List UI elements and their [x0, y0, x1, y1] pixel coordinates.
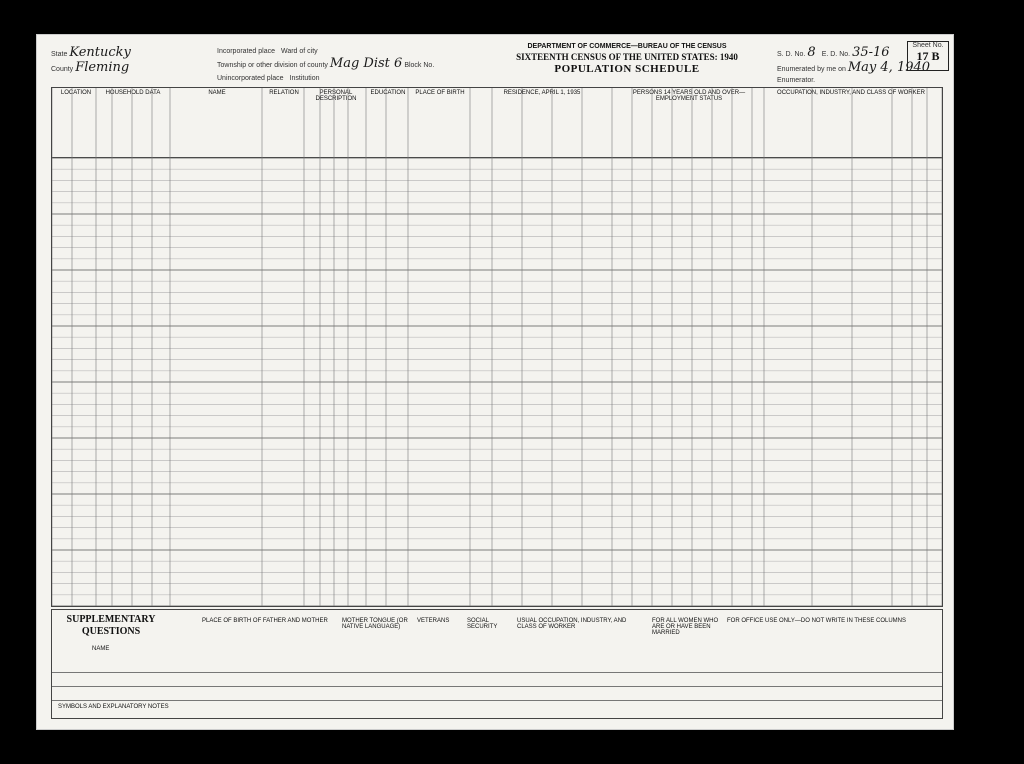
- county-value: Fleming: [75, 60, 130, 75]
- supplementary-title: SUPPLEMENTARY QUESTIONS: [66, 614, 156, 637]
- title-census: SIXTEENTH CENSUS OF THE UNITED STATES: 1940: [516, 51, 738, 62]
- col-household: HOUSEHOLD DATA: [105, 90, 161, 96]
- supp-row-divider: [52, 700, 942, 701]
- title-schedule: POPULATION SCHEDULE: [554, 63, 700, 75]
- supp-col-veterans: VETERANS: [417, 618, 450, 624]
- sheet-label: Sheet No.: [912, 42, 944, 49]
- sd-value: 8: [807, 45, 816, 60]
- county-label: County: [51, 66, 74, 73]
- enumerated-value: May 4, 1940: [847, 60, 931, 75]
- footer-notes-label: SYMBOLS AND EXPLANATORY NOTES: [58, 704, 169, 710]
- supp-col-office-use: FOR OFFICE USE ONLY—DO NOT WRITE IN THESE COLUMNS: [727, 618, 907, 624]
- grid-lines: [52, 88, 942, 606]
- title-department: DEPARTMENT OF COMMERCE—BUREAU OF THE CENSUS: [527, 43, 727, 50]
- col-employment: PERSONS 14 YEARS OLD AND OVER—EMPLOYMENT STATUS: [632, 90, 746, 102]
- enumerated-label: Enumerated by me on: [777, 66, 846, 73]
- ed-value: 35-16: [852, 45, 890, 60]
- col-location: LOCATION: [60, 90, 92, 96]
- township-value: Mag Dist 6: [329, 56, 403, 71]
- supp-col-usual-occupation: USUAL OCCUPATION, INDUSTRY, AND CLASS OF WORKER: [517, 618, 627, 630]
- supp-col-birthplace: PLACE OF BIRTH OF FATHER AND MOTHER: [202, 618, 328, 624]
- census-grid: [51, 87, 943, 607]
- state-label: State: [51, 51, 68, 58]
- ed-label: E. D. No.: [821, 51, 851, 58]
- header-location-mid: [217, 45, 477, 85]
- township-label: Township or other division of county: [217, 62, 328, 69]
- col-occupation: OCCUPATION, INDUSTRY, AND CLASS OF WORKER: [777, 90, 925, 96]
- enumerator-label: Enumerator.: [777, 77, 816, 84]
- col-relation: RELATION: [269, 90, 299, 96]
- census-sheet: [36, 34, 954, 730]
- sheet-number: 17 B: [916, 49, 940, 63]
- col-education: EDUCATION: [370, 90, 406, 96]
- supp-row-divider: [52, 686, 942, 687]
- col-birthplace: PLACE OF BIRTH: [415, 90, 465, 96]
- supplementary-section: [51, 609, 943, 719]
- incorporated-label: Incorporated place: [217, 48, 275, 55]
- sd-label: S. D. No.: [777, 51, 806, 58]
- institution-label: Institution: [289, 75, 320, 82]
- header-location-left: [51, 45, 201, 75]
- sheet-number-box: [907, 41, 949, 71]
- block-label: Block No.: [404, 62, 435, 69]
- supp-col-social-security: SOCIAL SECURITY: [467, 618, 498, 630]
- supp-col-mother-tongue: MOTHER TONGUE (OR NATIVE LANGUAGE): [342, 618, 408, 630]
- supp-col-name: NAME: [92, 646, 110, 652]
- col-name: NAME: [208, 90, 226, 96]
- col-residence-1935: RESIDENCE, APRIL 1, 1935: [503, 90, 581, 96]
- ward-label: Ward of city: [280, 48, 318, 55]
- supp-row-divider: [52, 672, 942, 673]
- col-personal: PERSONAL DESCRIPTION: [315, 90, 357, 102]
- supp-col-women: FOR ALL WOMEN WHO ARE OR HAVE BEEN MARRIED: [652, 618, 719, 636]
- unincorporated-label: Unincorporated place: [217, 75, 284, 82]
- page-title: [477, 43, 777, 77]
- state-value: Kentucky: [69, 45, 131, 60]
